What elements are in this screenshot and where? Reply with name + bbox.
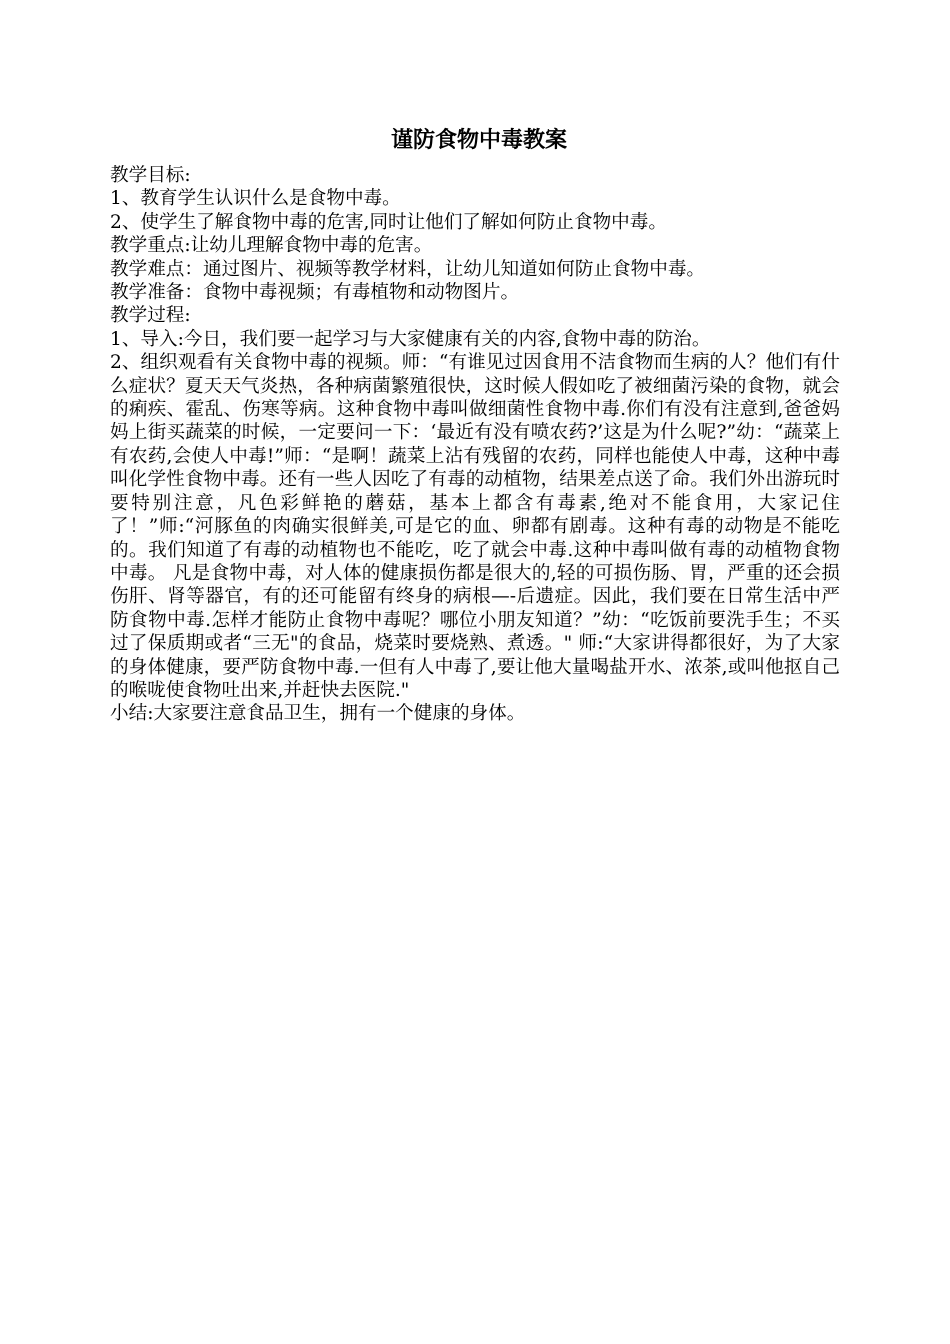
document-title: 谨防食物中毒教案 bbox=[390, 128, 567, 153]
paragraph-objective-2: 2、使学生了解食物中毒的危害,同时让他们了解如何防止食物中毒。 bbox=[110, 211, 667, 233]
paragraph-difficulty: 教学难点：通过图片、视频等教学材料，让幼儿知道如何防止食物中毒。 bbox=[110, 258, 706, 280]
document-body bbox=[110, 164, 840, 726]
paragraph-summary: 小结:大家要注意食品卫生，拥有一个健康的身体。 bbox=[110, 703, 526, 725]
paragraph-objective-1: 1、教育学生认识什么是食物中毒。 bbox=[110, 188, 401, 210]
paragraph-objectives-heading: 教学目标: bbox=[110, 165, 191, 186]
paragraph-process-step-1: 1、导入:今日，我们要一起学习与大家健康有关的内容,食物中毒的防治。 bbox=[110, 328, 711, 350]
paragraph-key-point: 教学重点:让幼儿理解食物中毒的危害。 bbox=[110, 235, 433, 257]
paragraph-process-heading: 教学过程: bbox=[110, 305, 191, 327]
paragraph-preparation: 教学准备：食物中毒视频；有毒植物和动物图片。 bbox=[110, 282, 520, 304]
paragraph-process-step-2: 2、组织观看有关食物中毒的视频。师：“有谁见过因食用不洁食物而生病的人？他们有什么症状？夏天天气炎热，各种病菌繁殖很快，这时候人假如吃了被细菌污染的食物，就会的痢疾、霍乱、伤寒等病。这种食物中毒叫做细菌性食物中毒.你们有没有注意到,爸爸妈妈上街买蔬菜的时候，一定要问一下：‘最近有没有喷农药?’这是为什么呢?”幼：“蔬菜上有农药,会使人中毒!”师：“是啊！蔬菜上沾有残留的农药，同样也能使人中毒，这种中毒叫化学性食物中毒。还有一些人因吃了有毒的动植物，结果差点送了命。我们外出游玩时要特别注意，凡色彩鲜艳的蘑菇，基本上都含有毒素,绝对不能食用，大家记住了！”师:“河豚鱼的肉确实很鲜美,可是它的血、卵都有剧毒。这种有毒的动物是不能吃的。我们知道了有毒的动植物也不能吃，吃了就会中毒.这种中毒叫做有毒的动植物食物中毒。 凡是食物中毒，对人体的健康损伤都是很大的,轻的可损伤肠、胃，严重的还会损伤肝、肾等器官，有的还可能留有终身的病根—-后遗症。因此，我们要在日常生活中严防食物中毒.怎样才能防止食物中毒呢？哪位小朋友知道？”幼：“吃饭前要洗手生；不买过了保质期或者“三无"的食品，烧菜时要烧熟、煮透。" 师:“大家讲得都很好，为了大家的身体健康，要严防食物中毒.一但有人中毒了,要让他大量喝盐开水、浓茶,或叫他抠自己的喉咙使食物吐出来,并赶快去医院." bbox=[110, 352, 840, 701]
document-page bbox=[110, 126, 840, 726]
